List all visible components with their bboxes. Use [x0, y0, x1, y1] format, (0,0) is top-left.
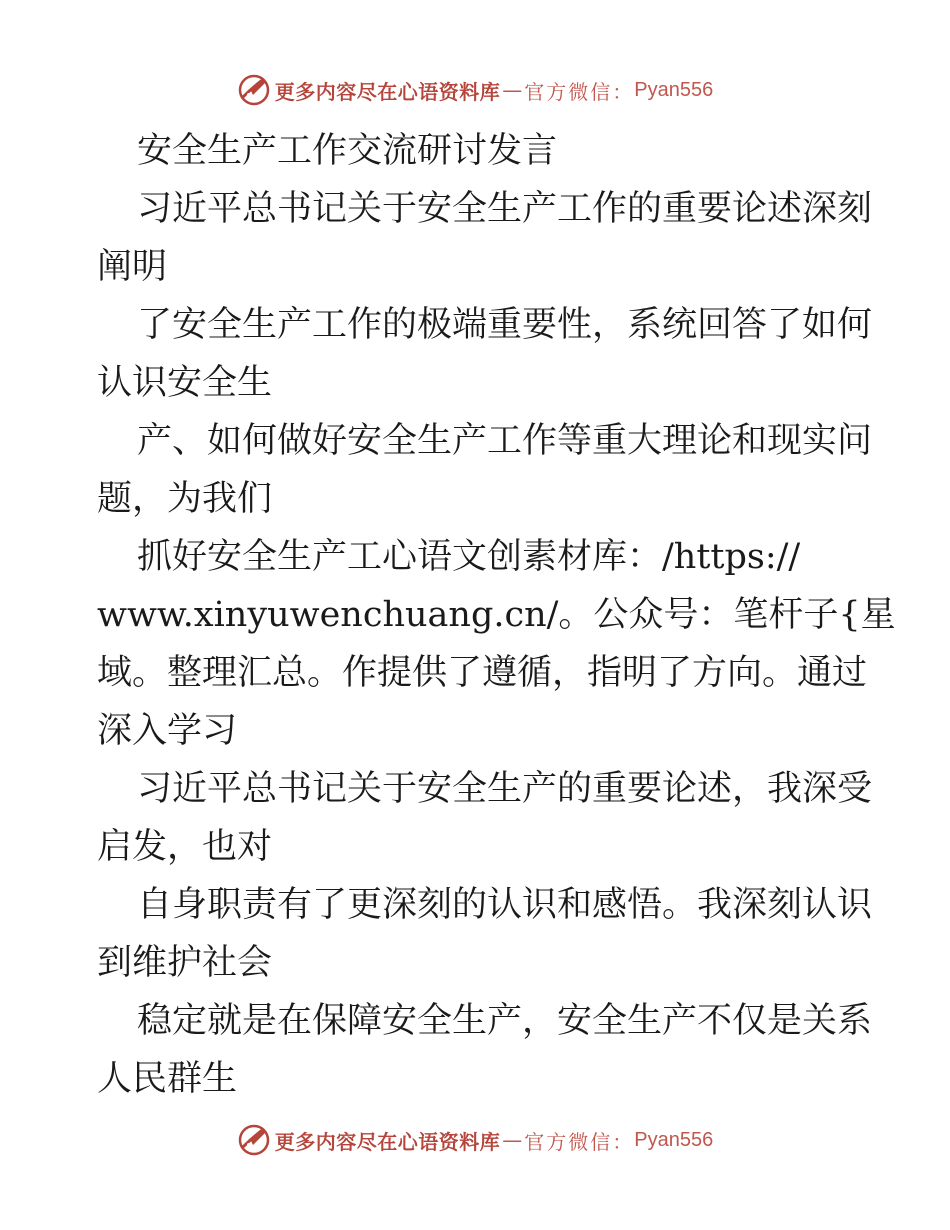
- document-line: 产、如何做好安全生产工作等重大理论和现实问: [137, 421, 873, 461]
- footer-banner: [0, 1120, 950, 1160]
- document-line: 到维护社会: [97, 943, 273, 983]
- banner-dash: —: [502, 78, 523, 102]
- document-line: 人民群生: [97, 1059, 238, 1099]
- document-line: 习近平总书记关于安全生产的重要论述，我深受: [137, 769, 873, 809]
- banner-brand-text: 更多内容尽在心语资料库: [274, 1129, 501, 1154]
- document-line: 稳定就是在保障安全生产，安全生产不仅是关系: [137, 1001, 873, 1041]
- document-title: 安全生产工作交流研讨发言: [137, 131, 558, 171]
- document-line: 抓好安全生产工心语文创素材库：/https://: [137, 537, 801, 577]
- document-line: 启发，也对: [97, 827, 273, 867]
- document-line: 认识安全生: [97, 363, 273, 403]
- pen-logo-icon: [237, 1123, 271, 1157]
- banner-wechat-label: 官方微信：: [524, 1129, 635, 1154]
- document-line: 自身职责有了更深刻的认识和感悟。我深刻认识: [137, 885, 873, 925]
- document-line: 深入学习: [97, 711, 238, 751]
- banner-wechat-id: Pyan556: [634, 78, 714, 101]
- banner-dash: —: [502, 1128, 523, 1152]
- document-body: [97, 122, 896, 1108]
- document-line: 习近平总书记关于安全生产工作的重要论述深刻: [137, 189, 873, 229]
- document-line: www.xinyuwenchuang.cn/。公众号：笔杆子{星: [97, 595, 896, 635]
- document-line: 题，为我们: [97, 479, 273, 519]
- document-line: 阐明: [97, 247, 168, 287]
- banner-brand-text: 更多内容尽在心语资料库: [274, 79, 501, 104]
- header-banner: [0, 70, 950, 110]
- banner-wechat-id: Pyan556: [634, 1128, 714, 1151]
- document-line: 域。整理汇总。作提供了遵循，指明了方向。通过: [97, 653, 868, 693]
- pen-logo-icon: [237, 73, 271, 107]
- banner-wechat-label: 官方微信：: [524, 79, 635, 104]
- document-line: 了安全生产工作的极端重要性，系统回答了如何: [137, 305, 873, 345]
